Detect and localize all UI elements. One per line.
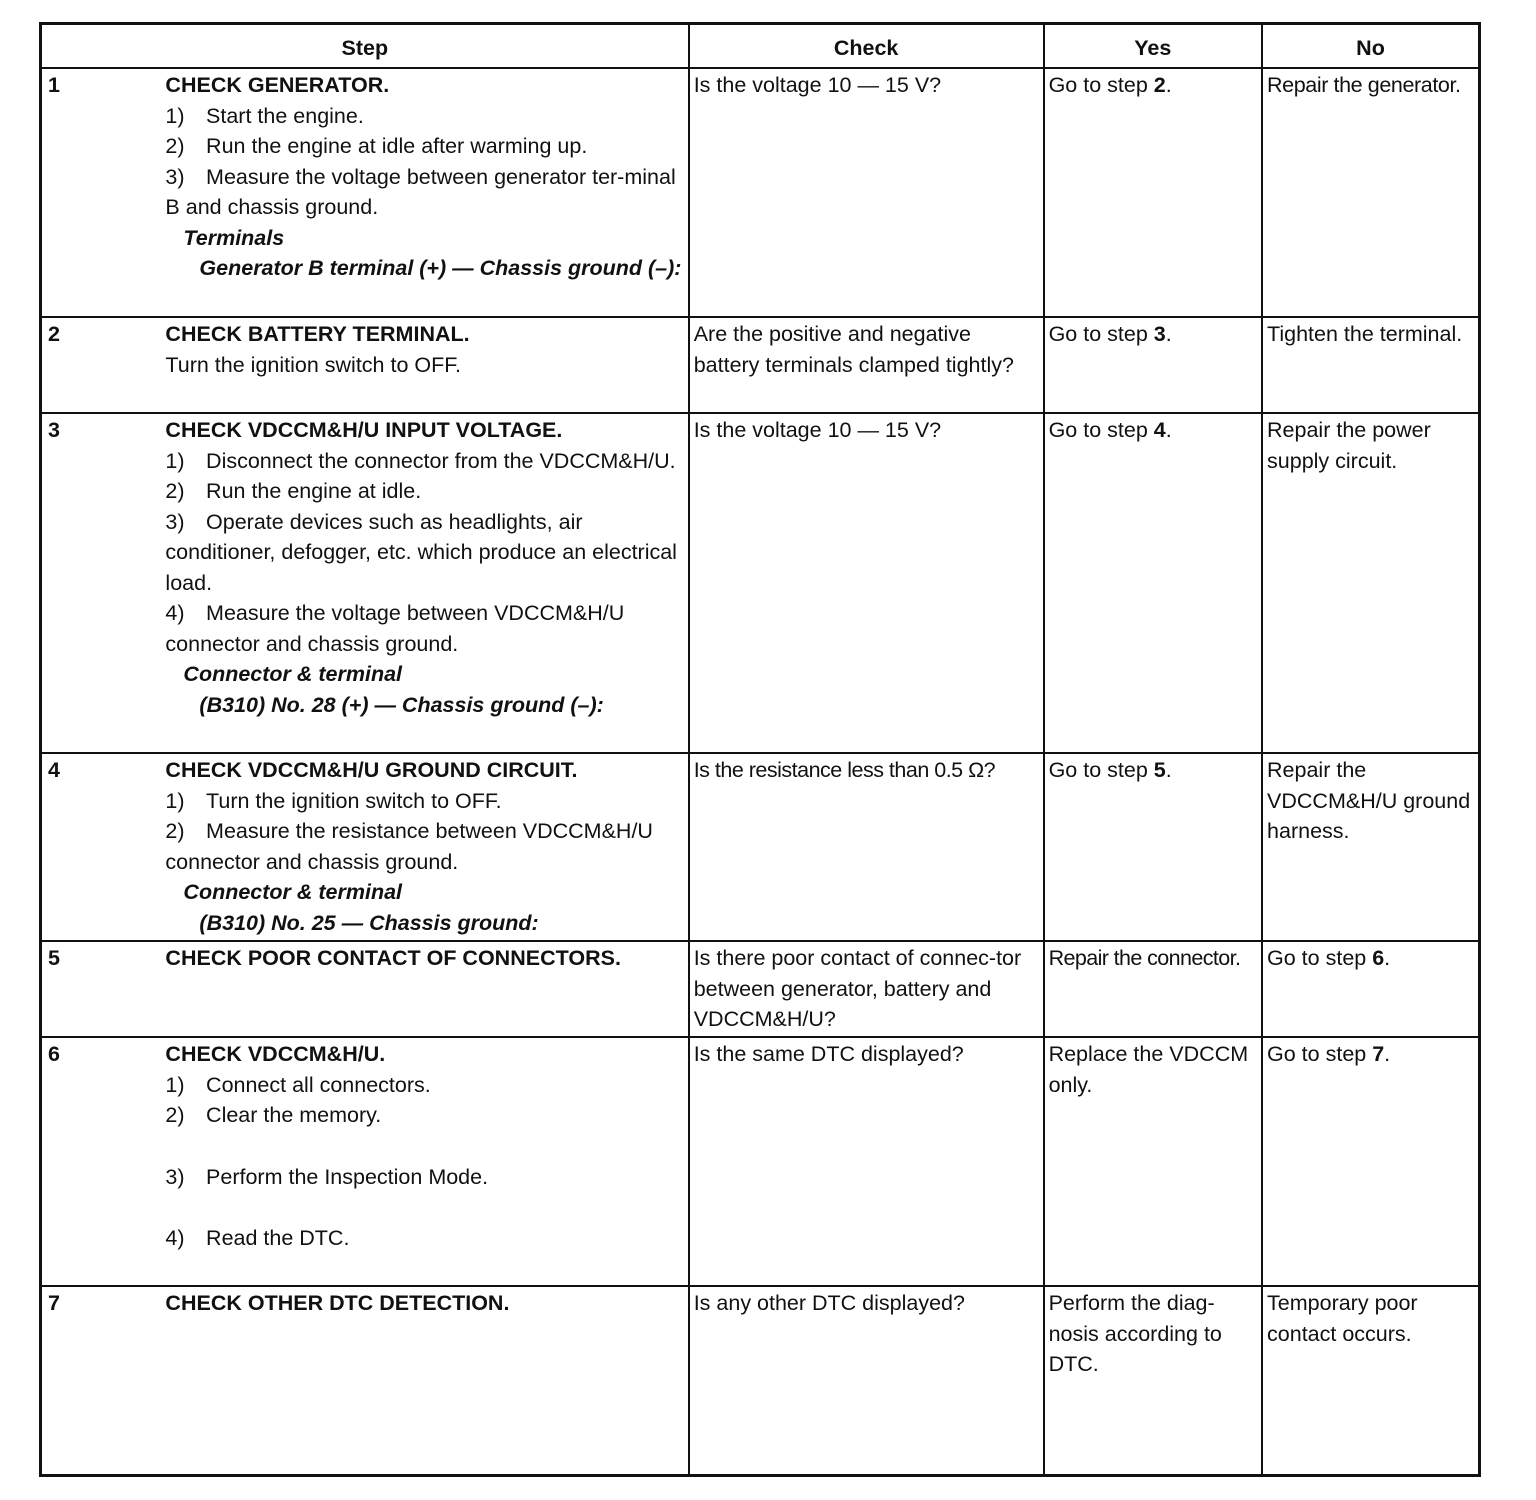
yes-cell: Go to step 5. <box>1044 753 1262 941</box>
check-cell: Is the voltage 10 — 15 V? <box>689 413 1044 753</box>
spec-label: Connector & terminal <box>183 662 403 686</box>
step-description <box>157 413 688 753</box>
table-row <box>41 413 1480 753</box>
yes-cell: Go to step 4. <box>1044 413 1262 753</box>
step-line: 3) Perform the Inspection Mode. <box>165 1164 489 1189</box>
step-description <box>157 941 688 1037</box>
no-step-ref: 7 <box>1372 1042 1385 1066</box>
step-line: 1) Start the engine. <box>165 103 364 128</box>
check-cell: Are the positive and negative battery terminals clamped tightly? <box>689 317 1044 413</box>
step-number: 5 <box>41 941 158 1037</box>
no-cell: Repair the generator. <box>1262 68 1479 317</box>
no-cell: Repair the power supply circuit. <box>1262 413 1479 753</box>
yes-cell: Go to step 2. <box>1044 68 1262 317</box>
step-number: 2 <box>41 317 158 413</box>
diagnostic-table <box>39 22 1481 1477</box>
step-number: 1 <box>41 68 158 317</box>
table-row <box>41 1286 1480 1476</box>
yes-prefix: Go to step <box>1048 73 1154 97</box>
check-cell: Is the same DTC displayed? <box>689 1037 1044 1286</box>
yes-step-ref: 3 <box>1153 322 1166 346</box>
no-step-ref: 6 <box>1372 946 1385 970</box>
yes-prefix: Go to step <box>1048 758 1154 782</box>
yes-cell: Replace the VDCCM only. <box>1044 1037 1262 1286</box>
table-row <box>41 753 1480 941</box>
spec-value: (B310) No. 25 — Chassis ground: <box>199 910 539 935</box>
table-row <box>41 941 1480 1037</box>
no-prefix: Go to step <box>1267 946 1373 970</box>
step-title: CHECK POOR CONTACT OF CONNECTORS. <box>165 946 621 970</box>
step-description <box>157 1037 688 1286</box>
step-title: CHECK OTHER DTC DETECTION. <box>165 1291 510 1315</box>
step-line: 2) Clear the memory. <box>165 1103 382 1127</box>
table-row <box>41 68 1480 317</box>
header-yes: Yes <box>1044 24 1262 69</box>
step-line: 1) Turn the ignition switch to OFF. <box>165 788 502 813</box>
check-cell: Is the voltage 10 — 15 V? <box>689 68 1044 317</box>
spec-label: Terminals <box>183 225 285 250</box>
yes-step-ref: 2 <box>1153 73 1166 97</box>
step-line: 4) Read the DTC. <box>165 1226 350 1250</box>
no-prefix: Go to step <box>1267 1042 1373 1066</box>
step-description <box>157 753 688 941</box>
yes-step-ref: 4 <box>1153 418 1166 442</box>
check-cell: Is the resistance less than 0.5 Ω? <box>689 753 1044 941</box>
no-cell: Tighten the terminal. <box>1262 317 1479 413</box>
yes-cell: Repair the connector. <box>1044 941 1262 1037</box>
step-line: 4) Measure the voltage between VDCCM&H/U connector and chassis ground. <box>165 601 625 656</box>
step-line: 2) Run the engine at idle. <box>165 479 422 503</box>
header-step: Step <box>41 24 689 69</box>
step-title: CHECK VDCCM&H/U. <box>165 1042 386 1066</box>
step-line: 3) Measure the voltage between generator ter-minal B and chassis ground. <box>165 164 676 219</box>
spec-value: (B310) No. 28 (+) — Chassis ground (–): <box>199 692 604 717</box>
spec-label: Connector & terminal <box>183 880 403 904</box>
no-cell: Temporary poor contact occurs. <box>1262 1286 1479 1476</box>
check-cell: Is there poor contact of connec-tor between generator, battery and VDCCM&H/U? <box>689 941 1044 1037</box>
header-check: Check <box>689 24 1044 69</box>
table-header-row <box>41 24 1480 69</box>
yes-cell: Perform the diag-nosis according to DTC. <box>1044 1286 1262 1476</box>
step-description <box>157 68 688 317</box>
step-title: CHECK GENERATOR. <box>165 73 390 97</box>
step-title: CHECK VDCCM&H/U GROUND CIRCUIT. <box>165 758 578 782</box>
yes-prefix: Go to step <box>1048 418 1154 442</box>
check-cell: Is any other DTC displayed? <box>689 1286 1044 1476</box>
step-description <box>157 317 688 413</box>
step-line: Turn the ignition switch to OFF. <box>165 352 461 377</box>
step-line: 3) Operate devices such as headlights, air conditioner, defogger, etc. which produce an electrical load. <box>165 509 677 595</box>
header-no: No <box>1262 24 1479 69</box>
yes-step-ref: 5 <box>1153 758 1166 782</box>
step-line: 1) Connect all connectors. <box>165 1072 431 1097</box>
spec-value: Generator B terminal (+) — Chassis ground (–): <box>199 256 682 280</box>
yes-prefix: Go to step <box>1048 322 1154 346</box>
table-row <box>41 317 1480 413</box>
step-description <box>157 1286 688 1476</box>
table-row <box>41 1037 1480 1286</box>
step-line: 1) Disconnect the connector from the VDCCM&H/U. <box>165 448 676 473</box>
step-number: 4 <box>41 753 158 941</box>
step-number: 6 <box>41 1037 158 1286</box>
step-number: 7 <box>41 1286 158 1476</box>
no-cell: Go to step 7. <box>1262 1037 1479 1286</box>
step-title: CHECK VDCCM&H/U INPUT VOLTAGE. <box>165 418 563 442</box>
step-line: 2) Run the engine at idle after warming up. <box>165 134 588 158</box>
yes-cell: Go to step 3. <box>1044 317 1262 413</box>
no-cell: Go to step 6. <box>1262 941 1479 1037</box>
step-number: 3 <box>41 413 158 753</box>
no-cell: Repair the VDCCM&H/U ground harness. <box>1262 753 1479 941</box>
step-line: 2) Measure the resistance between VDCCM&H/U connector and chassis ground. <box>165 819 653 874</box>
step-title: CHECK BATTERY TERMINAL. <box>165 322 470 346</box>
